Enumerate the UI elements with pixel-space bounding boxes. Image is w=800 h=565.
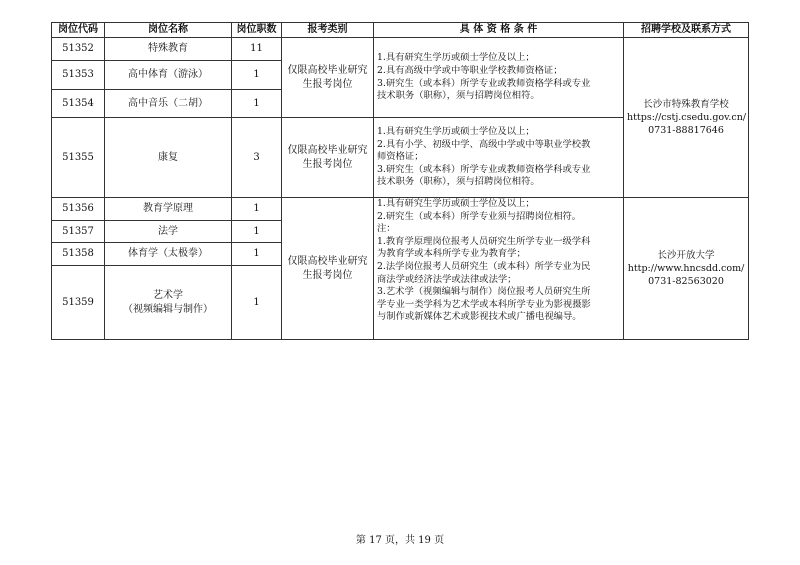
header-contact: 招聘学校及联系方式 bbox=[624, 23, 749, 38]
position-name: 高中音乐（二胡） bbox=[105, 90, 232, 118]
position-count: 1 bbox=[232, 266, 282, 340]
position-code: 51353 bbox=[52, 61, 105, 90]
header-requirements: 具 体 资 格 条 件 bbox=[374, 23, 624, 38]
position-code: 51352 bbox=[52, 38, 105, 61]
contact-cell: 长沙市特殊教育学校 https://cstj.csedu.gov.cn/ 0731-88817646 bbox=[624, 38, 749, 198]
position-code: 51359 bbox=[52, 266, 105, 340]
position-name: 教育学原理 bbox=[105, 198, 232, 221]
position-code: 51358 bbox=[52, 243, 105, 266]
position-code: 51354 bbox=[52, 90, 105, 118]
header-count: 岗位职数 bbox=[232, 23, 282, 38]
position-name: 法学 bbox=[105, 221, 232, 243]
position-code: 51355 bbox=[52, 118, 105, 198]
requirements-cell: 1.具有研究生学历或硕士学位及以上； 2.具有高级中学或中等职业学校教师资格证； 3.研究生（或本科）所学专业或教师资格学科或专业 技术职务（职称），须与招聘岗位相符。 bbox=[374, 38, 624, 118]
table-row bbox=[52, 38, 749, 61]
position-name: 高中体育（游泳） bbox=[105, 61, 232, 90]
header-code: 岗位代码 bbox=[52, 23, 105, 38]
table-header-row bbox=[52, 23, 749, 38]
position-count: 1 bbox=[232, 198, 282, 221]
position-count: 1 bbox=[232, 243, 282, 266]
position-name: 体育学（太极拳） bbox=[105, 243, 232, 266]
exam-category: 仅限高校毕业研究 生报考岗位 bbox=[282, 38, 374, 118]
contact-cell: 长沙开放大学 http://www.hncsdd.com/ 0731-82563020 bbox=[624, 198, 749, 340]
position-code: 51356 bbox=[52, 198, 105, 221]
table-row bbox=[52, 198, 749, 221]
page-number: 第 17 页，共 19 页 bbox=[355, 535, 445, 546]
position-name: 艺术学 （视频编辑与制作） bbox=[105, 266, 232, 340]
header-category: 报考类别 bbox=[282, 23, 374, 38]
position-code: 51357 bbox=[52, 221, 105, 243]
position-count: 1 bbox=[232, 90, 282, 118]
position-count: 1 bbox=[232, 221, 282, 243]
position-name: 特殊教育 bbox=[105, 38, 232, 61]
exam-category: 仅限高校毕业研究 生报考岗位 bbox=[282, 118, 374, 198]
requirements-cell: 1.具有研究生学历或硕士学位及以上； 2.具有小学、初级中学、高级中学或中等职业学校教 师资格证； 3.研究生（或本科）所学专业或教师资格学科或专业 技术职务（职称），须与招聘岗位相符。 bbox=[374, 118, 624, 198]
position-count: 1 bbox=[232, 61, 282, 90]
exam-category: 仅限高校毕业研究 生报考岗位 bbox=[282, 198, 374, 340]
position-count: 11 bbox=[232, 38, 282, 61]
requirements-cell: 1.具有研究生学历或硕士学位及以上； 2.研究生（或本科）所学专业须与招聘岗位相符。 注： 1.教育学原理岗位报考人员研究生所学专业一级学科 为教育学或本科所学专业为教育学； 2.法学岗位报考人员研究生（或本科）所学专业为民 商法学或经济法学或法律或法学； 3.艺术学（视频编辑与制作）岗位报考人员研究生所 学专业一类学科为艺术学或本科所学专业为影视摄影 与制作或新媒体艺术或影视技术或广播电视编导。 bbox=[374, 198, 624, 340]
position-count: 3 bbox=[232, 118, 282, 198]
job-requirements-table bbox=[51, 22, 749, 340]
header-name: 岗位名称 bbox=[105, 23, 232, 38]
position-name: 康复 bbox=[105, 118, 232, 198]
